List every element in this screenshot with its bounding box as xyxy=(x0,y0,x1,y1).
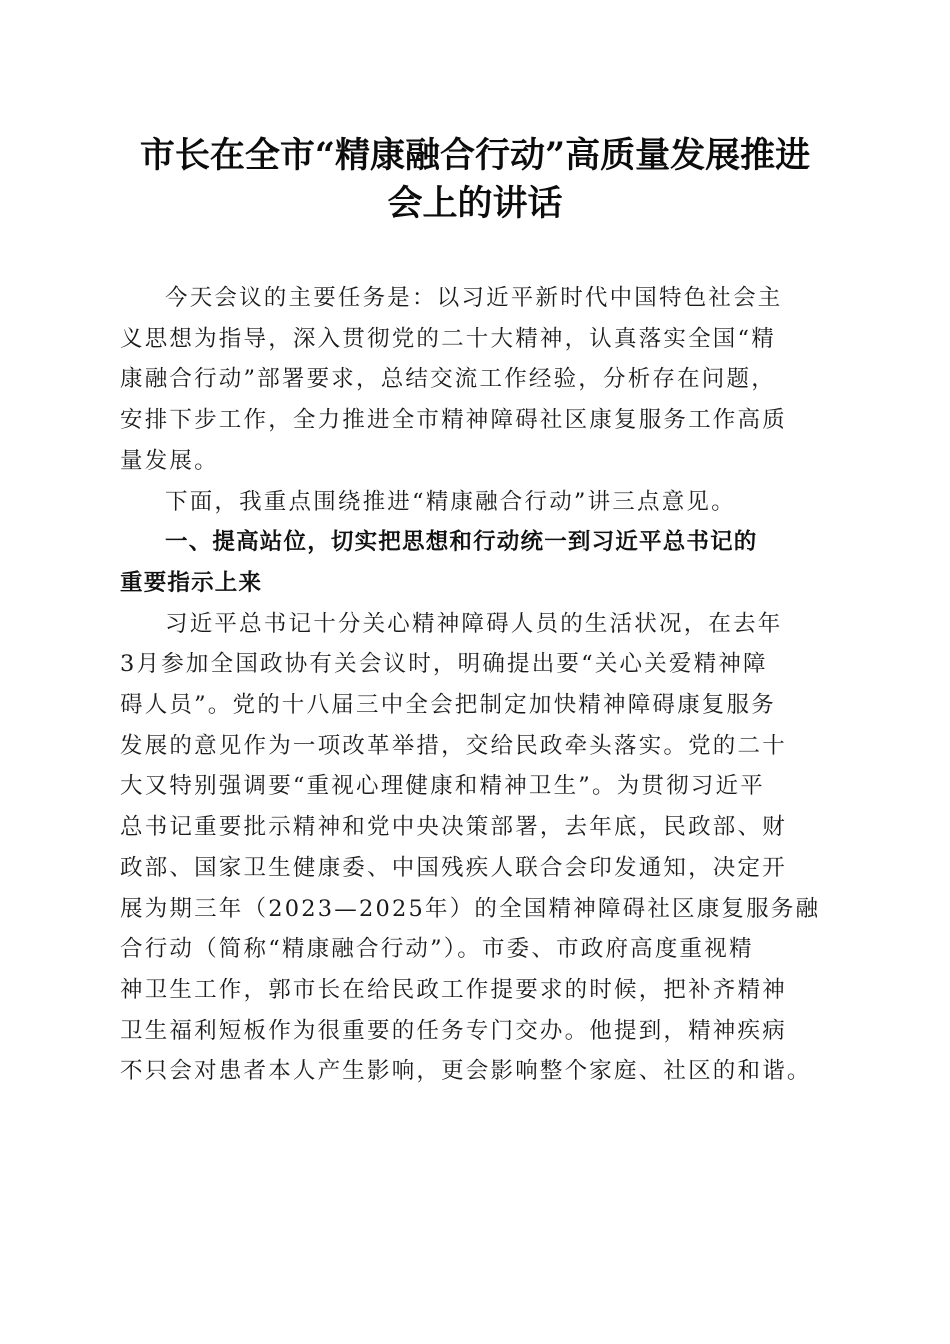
heading-line: 一、提高站位，切实把思想和行动统一到习近平总书记的 xyxy=(165,529,758,556)
text-line: 展为期三年（2023—2025年）的全国精神障碍社区康复服务融 xyxy=(120,895,821,922)
text-line: 合行动（简称“精康融合行动”）。市委、市政府高度重视精 xyxy=(120,936,754,963)
text-line: 政部、国家卫生健康委、中国残疾人联合会印发通知，决定开 xyxy=(120,854,787,881)
text-line: 发展的意见作为一项改革举措，交给民政牵头落实。党的二十 xyxy=(120,732,787,759)
title-line-2: 会上的讲话 xyxy=(387,183,563,224)
text-line: 康融合行动”部署要求，总结交流工作经验，分析存在问题， xyxy=(120,366,776,393)
title-line-1: 市长在全市“精康融合行动”高质量发展推进 xyxy=(139,135,811,176)
text-line: 习近平总书记十分关心精神障碍人员的生活状况，在去年 xyxy=(165,610,783,637)
text-line: 大又特别强调要“重视心理健康和精神卫生”。为贯彻习近平 xyxy=(120,773,765,800)
document-body xyxy=(120,278,836,1092)
text-line: 碍人员”。党的十八届三中全会把制定加快精神障碍康复服务 xyxy=(120,692,776,719)
paragraph-section-1-body xyxy=(120,604,836,1092)
text-line: 量发展。 xyxy=(120,447,219,474)
text-line: 不只会对患者本人产生影响，更会影响整个家庭、社区的和谐。 xyxy=(120,1058,812,1085)
document-title xyxy=(110,132,840,228)
section-heading-1 xyxy=(120,522,836,603)
text-line: 3月参加全国政协有关会议时，明确提出要“关心关爱精神障 xyxy=(120,651,768,678)
text-line: 神卫生工作，郭市长在给民政工作提要求的时候，把补齐精神 xyxy=(120,976,787,1003)
heading-line: 重要指示上来 xyxy=(120,569,263,596)
text-line: 安排下步工作，全力推进全市精神障碍社区康复服务工作高质 xyxy=(120,407,787,434)
text-line: 下面，我重点围绕推进“精康融合行动”讲三点意见。 xyxy=(165,488,736,515)
text-line: 总书记重要批示精神和党中央决策部署，去年底，民政部、财 xyxy=(120,814,787,841)
paragraph-intro xyxy=(120,278,836,482)
paragraph-overview xyxy=(120,482,836,523)
text-line: 义思想为指导，深入贯彻党的二十大精神，认真落实全国“精 xyxy=(120,325,776,352)
text-line: 今天会议的主要任务是：以习近平新时代中国特色社会主 xyxy=(165,285,783,311)
text-line: 卫生福利短板作为很重要的任务专门交办。他提到，精神疾病 xyxy=(120,1017,787,1044)
